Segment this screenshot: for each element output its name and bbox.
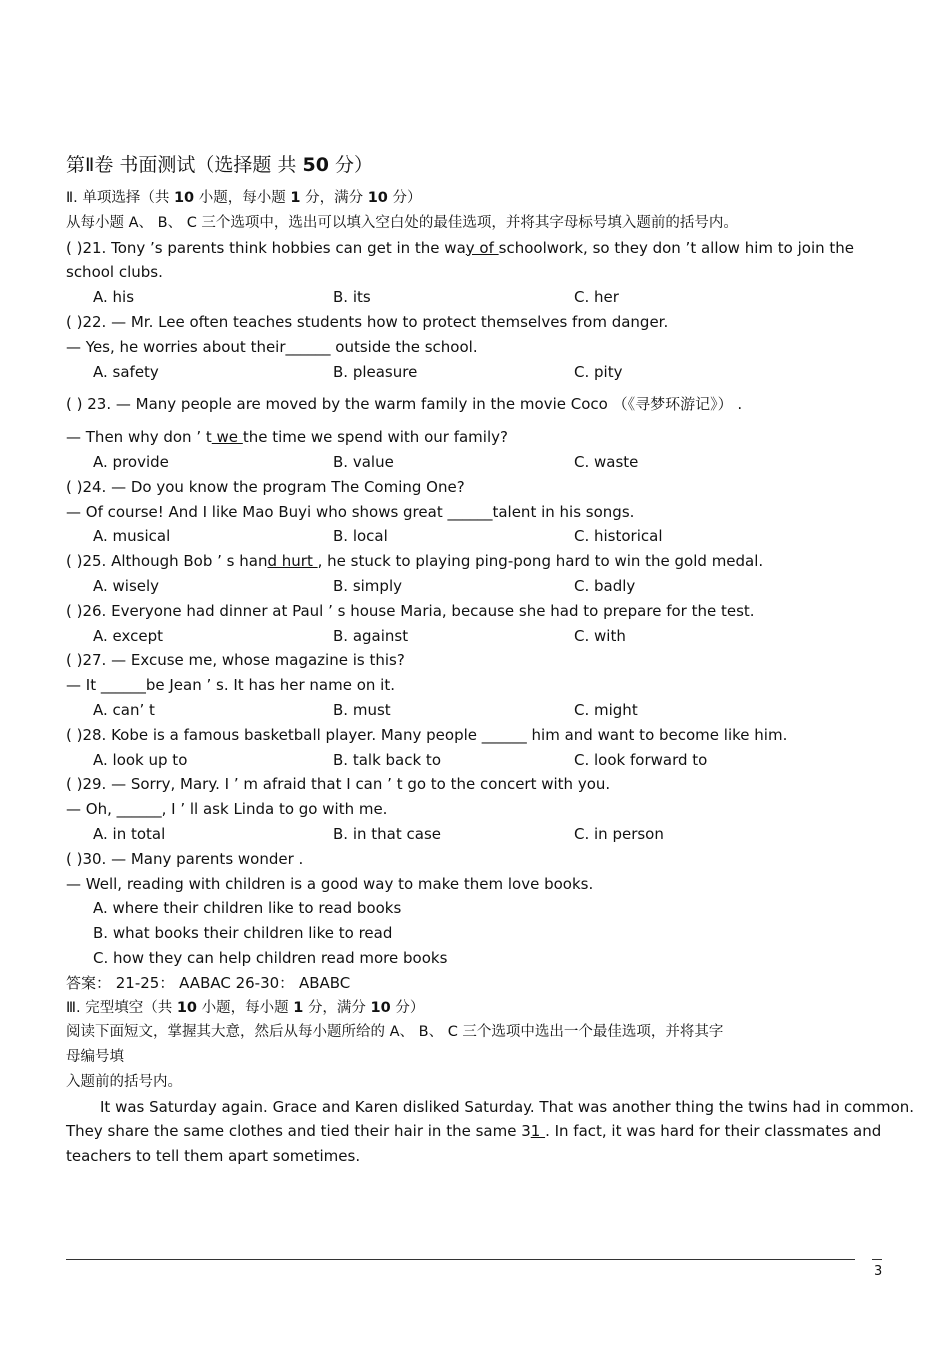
question-25-options <box>66 574 926 599</box>
question-30: ( )30. — Many parents wonder . <box>66 849 304 868</box>
question-24-options <box>66 524 926 549</box>
question-24-reply: — Of course! And I like Mao Buyi who shows great ______talent in his songs. <box>66 502 635 521</box>
question-29: ( )29. — Sorry, Mary. I ’ m afraid that I can ’ t go to the concert with you. <box>66 775 611 794</box>
option-b: B. simply <box>333 576 402 595</box>
option-b: B. what books their children like to read <box>93 924 393 943</box>
question-26-options <box>66 624 926 649</box>
question-23-options <box>66 450 926 475</box>
section-3-instruction-1: 阅读下面短文，掌握其大意，然后从每小题所给的 A、 B、 C 三个选项中选出一个最佳选项，并将其字 <box>66 1024 724 1041</box>
option-a: A. except <box>93 626 163 645</box>
question-27: ( )27. — Excuse me, whose magazine is this? <box>66 651 405 670</box>
footer-dash <box>872 1259 882 1260</box>
option-b: B. value <box>333 452 394 471</box>
question-24: ( )24. — Do you know the program The Coming One? <box>66 477 465 496</box>
question-28-options <box>66 748 926 773</box>
section-2-instruction: 从每小题 A、 B、 C 三个选项中，选出可以填入空白处的最佳选项，并将其字母标号填入题前的括号内。 <box>66 214 738 231</box>
option-b: B. in that case <box>333 824 441 843</box>
question-30-reply: — Well, reading with children is a good way to make them love books. <box>66 874 594 893</box>
option-b: B. talk back to <box>333 750 441 769</box>
question-21-options <box>66 285 926 310</box>
option-c: C. historical <box>574 527 663 546</box>
question-26: ( )26. Everyone had dinner at Paul ’ s house Maria, because she had to prepare for the test. <box>66 601 755 620</box>
answer-key: 答案： 21-25： AABAC 26-30： ABABC <box>66 973 351 992</box>
option-a: A. wisely <box>93 576 160 595</box>
section-3-header: Ⅲ. 完型填空（共 10 小题，每小题 1 分，满分 10 分） <box>66 999 425 1016</box>
option-b: B. must <box>333 700 391 719</box>
footer-rule <box>66 1259 855 1260</box>
option-c: C. in person <box>574 824 664 843</box>
passage-line-2: They share the same clothes and tied their hair in the same 31 . In fact, it was hard for their classmates and <box>66 1122 882 1141</box>
question-21-cont: school clubs. <box>66 263 163 282</box>
question-27-reply: — It ______be Jean ’ s. It has her name on it. <box>66 676 395 695</box>
page-number: 3 <box>874 1264 883 1279</box>
exam-page <box>66 150 926 1169</box>
option-a: A. musical <box>93 527 171 546</box>
option-c: C. her <box>574 288 619 307</box>
question-27-options <box>66 698 926 723</box>
question-22-reply: — Yes, he worries about their______ outside the school. <box>66 337 478 356</box>
paper-title: 第Ⅱ卷 书面测试（选择题 共 50 分） <box>66 154 373 176</box>
option-a: A. his <box>93 288 135 307</box>
question-23-reply: — Then why don ’ t we the time we spend with our family? <box>66 428 508 447</box>
option-a: A. look up to <box>93 750 188 769</box>
option-c: C. pity <box>574 362 623 381</box>
question-21: ( )21. Tony ’s parents think hobbies can get in the way of schoolwork, so they don ’t allow him to join the <box>66 238 855 257</box>
passage-line-1: It was Saturday again. Grace and Karen disliked Saturday. That was another thing the twins had in common. <box>100 1097 915 1116</box>
option-c: C. badly <box>574 576 636 595</box>
option-b: B. local <box>333 527 388 546</box>
section-3-instruction-3: 入题前的括号内。 <box>66 1073 182 1090</box>
option-b: B. pleasure <box>333 362 418 381</box>
question-22-options <box>66 360 926 385</box>
option-a: A. can’ t <box>93 700 155 719</box>
question-25: ( )25. Although Bob ’ s hand hurt , he stuck to playing ping-pong hard to win the gold medal. <box>66 552 764 571</box>
question-29-options <box>66 822 926 847</box>
option-c: C. might <box>574 700 638 719</box>
option-a: A. where their children like to read books <box>93 899 402 918</box>
option-b: B. its <box>333 288 371 307</box>
question-22: ( )22. — Mr. Lee often teaches students how to protect themselves from danger. <box>66 312 669 331</box>
option-c: C. look forward to <box>574 750 708 769</box>
question-23: ( ) 23. — Many people are moved by the warm family in the movie Coco （《寻梦环游记》） . <box>66 395 743 414</box>
section-2-header: Ⅱ. 单项选择（共 10 小题，每小题 1 分，满分 10 分） <box>66 190 422 206</box>
option-a: A. safety <box>93 362 159 381</box>
passage-line-3: teachers to tell them apart sometimes. <box>66 1147 361 1166</box>
option-a: A. in total <box>93 824 166 843</box>
option-c: C. with <box>574 626 626 645</box>
section-3-instruction-2: 母编号填 <box>66 1049 124 1066</box>
option-a: A. provide <box>93 452 169 471</box>
option-b: B. against <box>333 626 409 645</box>
question-29-reply: — Oh, ______, I ’ ll ask Linda to go with me. <box>66 800 388 819</box>
question-28: ( )28. Kobe is a famous basketball player. Many people ______ him and want to become like him. <box>66 725 788 744</box>
option-c: C. how they can help children read more books <box>93 948 448 967</box>
option-c: C. waste <box>574 452 639 471</box>
